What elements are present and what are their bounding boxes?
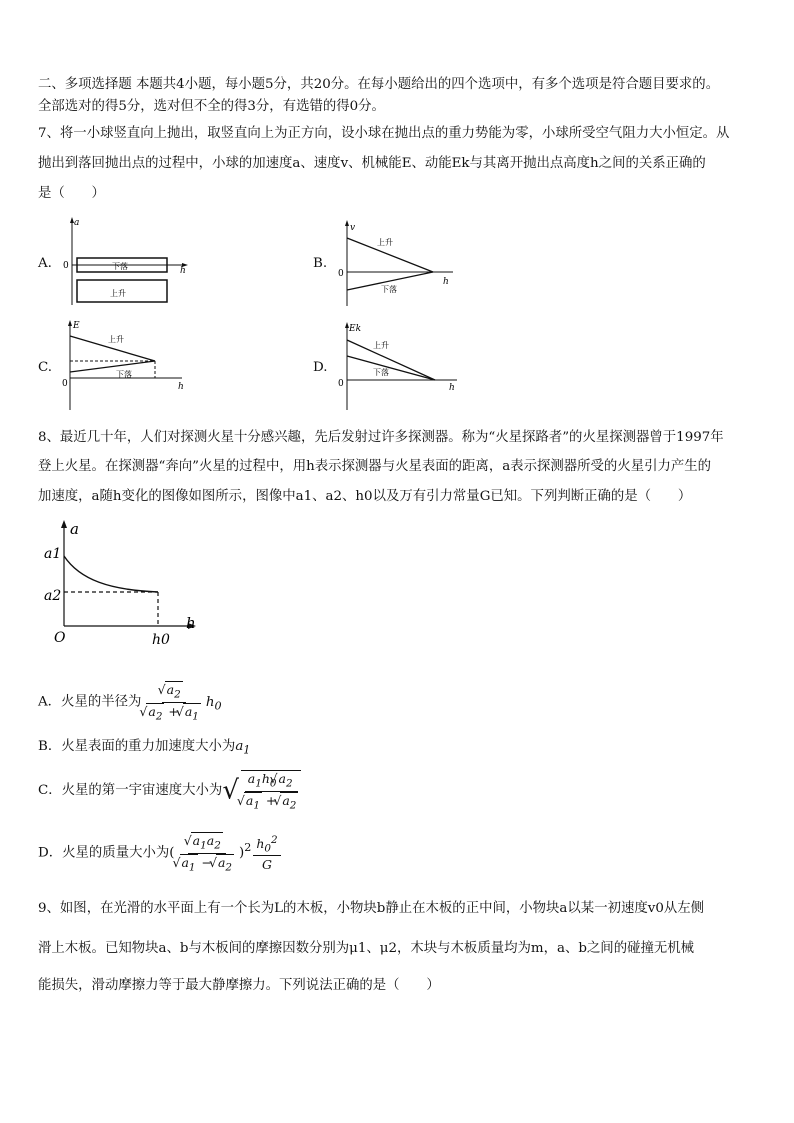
q7-c-xlabel: h [178,382,184,392]
q8-origin-label: O [54,630,66,646]
q7-line1: 7、将一小球竖直向上抛出，取竖直向上为正方向，设小球在抛出点的重力势能为零，小球所受空气阻力大小恒定。从 [38,126,730,141]
q7-d-down-label: 下落 [373,368,389,377]
q7-d-origin: 0 [338,379,344,389]
q7-option-b-graph [335,218,465,313]
q7-b-origin: 0 [338,269,344,279]
q8-line1: 8、最近几十年，人们对探测火星十分感兴趣，先后发射过许多探测器。称为“火星探路者”的火星探测器曾于1997年 [38,430,724,445]
q7-c-up-label: 上升 [108,335,124,344]
q8-option-d-formula-2: $\frac{h_0^2}{G}$ [253,834,280,873]
q8-a2-label: a2 [44,588,62,604]
q7-option-d-graph [335,320,465,415]
q7-line2: 抛出到落回抛出点的过程中，小球的加速度a、速度v、机械能E、动能Ek与其离开抛出点高度h之间的关系正确的 [38,156,706,171]
q7-a-origin: 0 [63,261,69,271]
q7-a-ylabel: a [74,218,80,228]
q7-b-up-label: 上升 [377,238,393,247]
q7-b-xlabel: h [443,277,449,287]
q8-option-b: B．火星表面的重力加速度大小为$a_1$ [38,739,251,757]
q7-d-xlabel: h [449,383,455,393]
q9-line3: 能损失，滑动摩擦力等于最大静摩擦力。下列说法正确的是（ ） [38,978,440,993]
q8-ylabel: a [70,520,79,538]
q8-option-b-text: B．火星表面的重力加速度大小为 [38,739,236,754]
q7-option-c-graph [60,318,190,413]
q8-line2: 登上火星。在探测器“奔向”火星的过程中，用h表示探测器与火星表面的距离，a表示探测器所受的火星引力产生的 [38,459,712,474]
q8-option-a: A．火星的半径为 √ $a_2$ √ $a_2$ + √ $a_1$ $h_0$ [38,682,222,722]
q8-a1-label: a1 [44,546,62,562]
q8-xlabel: h [186,614,196,632]
q7-c-ylabel: E [73,321,80,331]
q8-option-c-formula: $a_1h_0√$ $a_2$ √ $a_1$ + √ $a_2$ [241,770,302,811]
q7-line3: 是（ ） [38,186,105,201]
section-heading-line2: 全部选对的得5分，选对但不全的得3分，有选错的得0分。 [38,99,385,114]
q7-b-down-label: 下落 [381,285,397,294]
q7-option-a-graph [60,215,190,310]
q7-a-up-label: 上升 [110,289,126,298]
q7-a-down-label: 下落 [112,262,128,271]
q8-option-d: D．火星的质量大小为( √ $a_1a_2$ √ $a_1$ − √ $a_2$ )$^2$ $\frac{h_0^2}{G}$ [38,833,283,873]
q8-option-d-text: D．火星的质量大小为 [38,845,170,861]
q8-graph [40,518,210,648]
q7-c-down-label: 下落 [116,370,132,379]
q7-d-up-label: 上升 [373,341,389,350]
q8-option-c: C．火星的第一宇宙速度大小为√ $a_1h_0√$ $a_2$ √ $a_1$ + √ $a_2$ [38,770,303,811]
q7-d-ylabel: Ek [349,324,362,334]
q7-b-ylabel: v [350,223,356,233]
q9-line1: 9、如图，在光滑的水平面上有一个长为L的木板，小物块b静止在木板的正中间，小物块a以某一初速度v0从左侧 [38,901,705,916]
q7-option-d-label: D. [313,360,328,375]
q8-option-d-formula-1: √ $a_1a_2$ √ $a_1$ − √ $a_2$ [177,833,238,873]
q7-a-xlabel: h [180,266,186,276]
q8-option-c-text: C．火星的第一宇宙速度大小为 [38,783,223,798]
q8-option-a-formula: √ $a_2$ √ $a_2$ + √ $a_1$ [143,682,204,722]
q8-h0-label: h0 [152,632,170,648]
q7-option-b-label: B. [313,256,328,271]
q7-option-a-label: A. [38,256,52,271]
q9-line2: 滑上木板。已知物块a、b与木板间的摩擦因数分别为μ1、μ2，木块与木板质量均为m，a、b之间的碰撞无机械 [38,941,695,956]
q8-option-a-text: A．火星的半径为 [38,694,142,710]
q7-option-c-label: C. [38,360,53,375]
q7-c-origin: 0 [62,379,68,389]
section-heading-line1: 二、多项选择题 本题共4小题，每小题5分，共20分。在每小题给出的四个选项中，有多个选项是符合题目要求的。 [38,77,720,92]
q8-line3: 加速度，a随h变化的图像如图所示，图像中a1、a2、h0以及万有引力常量G已知。下列判断正确的是（ ） [38,489,692,504]
